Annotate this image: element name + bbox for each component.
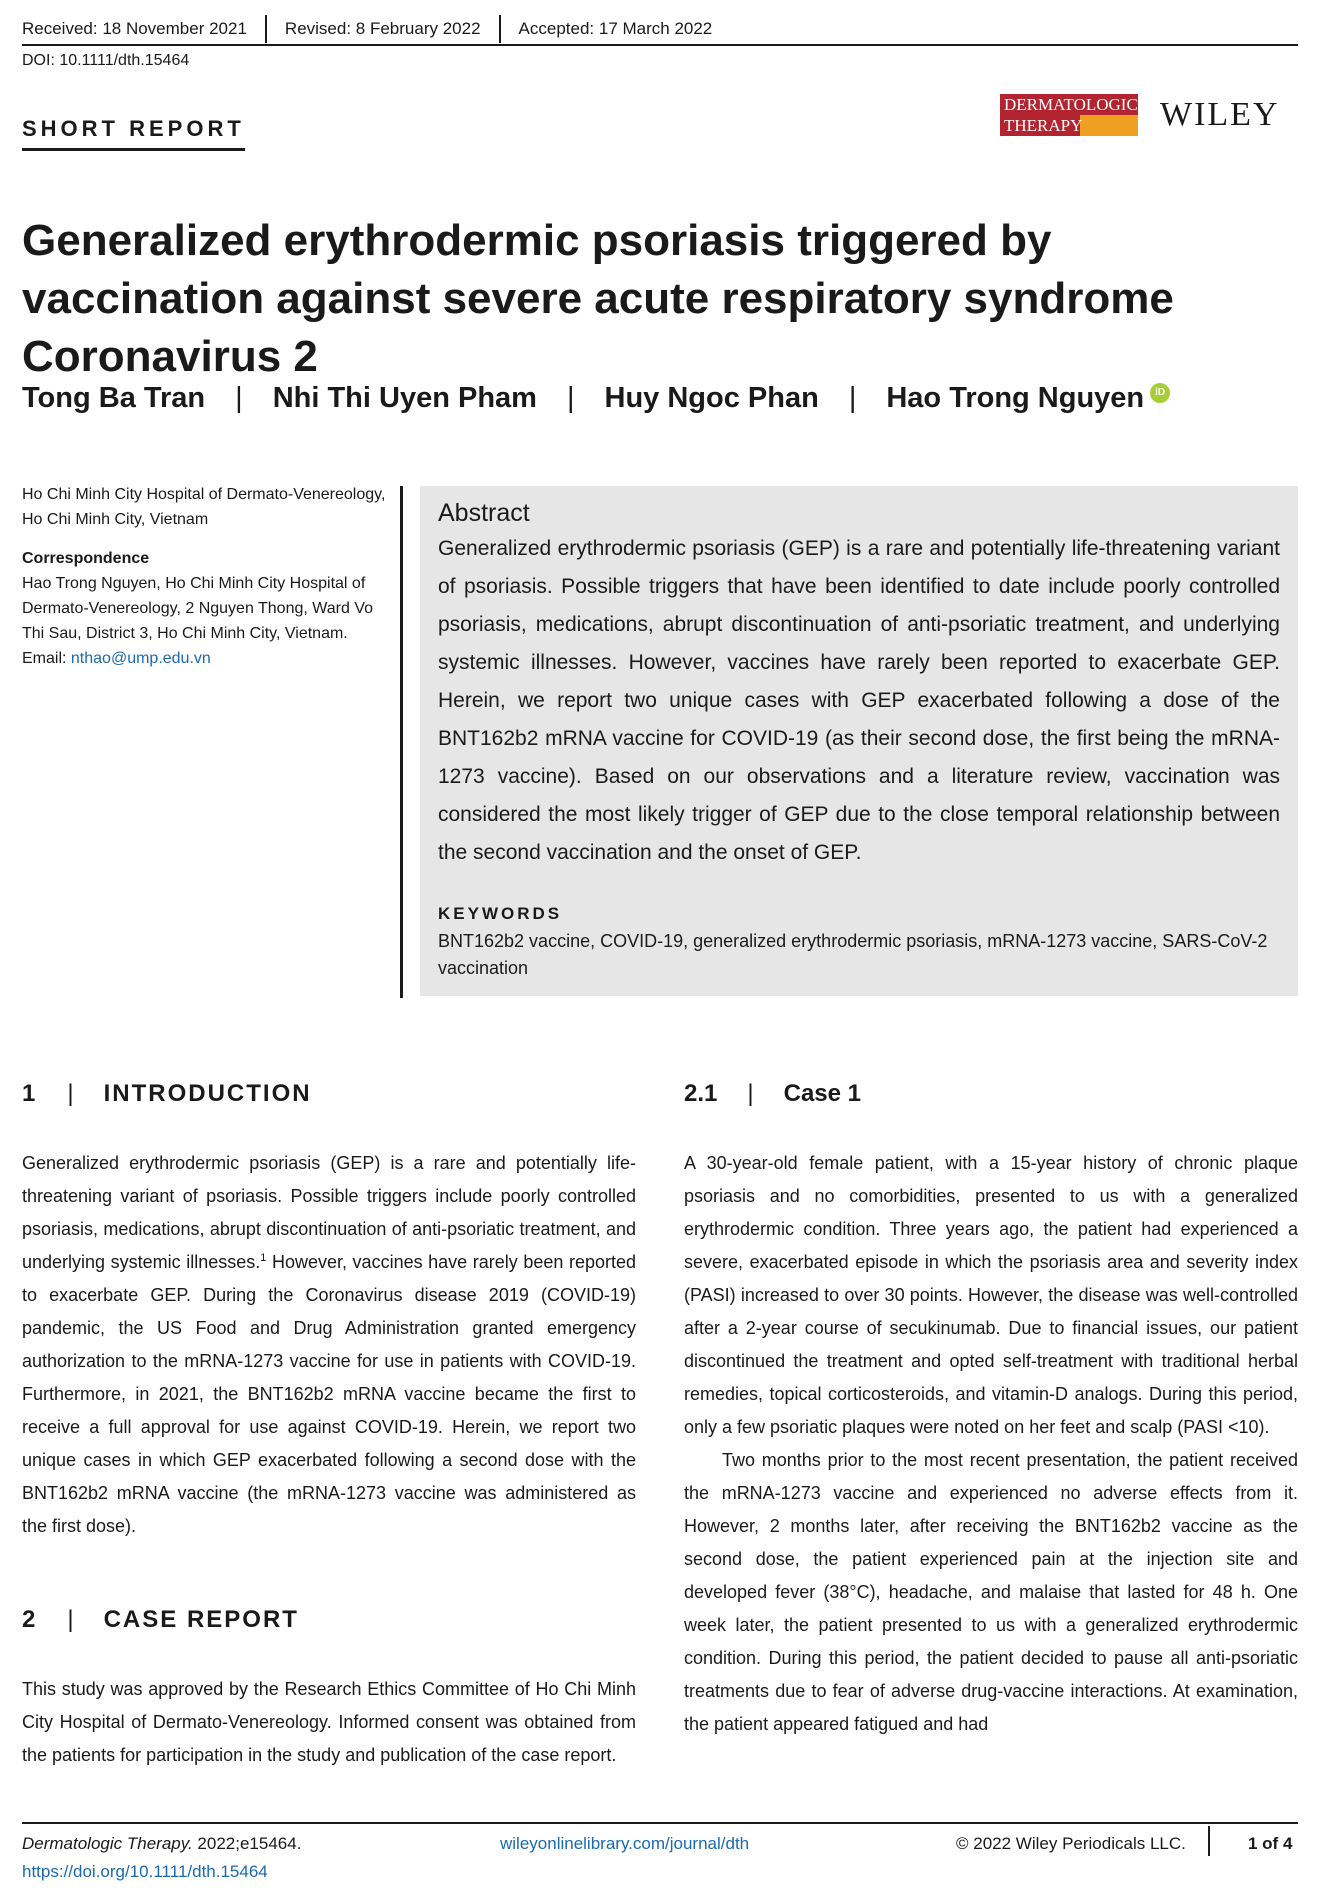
email-label: Email: xyxy=(22,650,71,667)
subsection-title: Case 1 xyxy=(783,1080,861,1107)
intro-text-b: However, vaccines have rarely been reported to exacerbate GEP. During the Coronavirus disease 2019 (COVID-19) pandemic, the US Food and Drug Administration granted emergency authorization to the mRNA-1273 vaccine for use in patients with COVID-19. Furthermore, in 2021, the BNT162b2 mRNA vaccine became the first to receive a full approval for use against COVID-19. Herein, we report two unique cases in which GEP exacerbated following a second dose with the BNT162b2 mRNA vaccine (the mRNA-1273 vaccine was administered as the first dose). xyxy=(22,1252,637,1536)
author-name[interactable]: Hao Trong Nguyen xyxy=(886,382,1145,414)
accepted-date: Accepted: 17 March 2022 xyxy=(518,19,713,38)
footer-citation-number: 2022;e15464. xyxy=(192,1834,302,1853)
publisher-logo: WILEY xyxy=(1160,96,1280,133)
abstract-box xyxy=(420,486,1298,996)
article-type: SHORT REPORT xyxy=(22,116,245,151)
article-doi: DOI: 10.1111/dth.15464 xyxy=(22,52,190,69)
page-number: 1 of 4 xyxy=(1248,1834,1293,1853)
intro-text-a: Generalized erythrodermic psoriasis (GEP) is a rare and potentially life-threatening variant of psoriasis. Possible triggers include poorly controlled psoriasis, medications, abrupt discontinuation of anti-psoriatic treatment, and underlying systemic illnesses. xyxy=(22,1153,636,1272)
footer-rule xyxy=(22,1822,1298,1824)
footer-copyright: © 2022 Wiley Periodicals LLC. xyxy=(956,1834,1186,1853)
heading-bar: | xyxy=(67,1606,74,1633)
section-heading-case-report xyxy=(22,1606,299,1634)
subsection-number: 2.1 xyxy=(684,1080,718,1107)
footer-journal-url[interactable]: wileyonlinelibrary.com/journal/dth xyxy=(500,1834,750,1853)
affiliation: Ho Chi Minh City Hospital of Dermato-Venereology, Ho Chi Minh City, Vietnam xyxy=(22,486,386,528)
case-report-text xyxy=(22,1673,636,1772)
heading-bar: | xyxy=(747,1080,754,1107)
reference-link[interactable]: 1 xyxy=(260,1252,267,1264)
author-separator: | xyxy=(566,382,575,414)
author-name[interactable]: Nhi Thi Uyen Pham xyxy=(272,382,537,414)
introduction-text xyxy=(22,1147,636,1543)
case1-text xyxy=(684,1147,1298,1741)
orcid-icon[interactable]: iD xyxy=(1150,383,1170,403)
footer-journal-name: Dermatologic Therapy. xyxy=(22,1834,193,1853)
author-separator: | xyxy=(848,382,857,414)
section-title: INTRODUCTION xyxy=(103,1080,312,1107)
journal-logo-line2: THERAPY xyxy=(1000,115,1138,136)
keywords-heading: KEYWORDS xyxy=(438,904,563,923)
section-heading-introduction xyxy=(22,1080,312,1108)
section-number: 2 xyxy=(22,1606,38,1633)
received-date: Received: 18 November 2021 xyxy=(22,15,267,43)
correspondence-heading: Correspondence xyxy=(22,550,150,567)
email-link[interactable]: nthao@ump.edu.vn xyxy=(70,650,211,667)
footer-divider xyxy=(1208,1826,1210,1856)
footer-doi-link[interactable]: https://doi.org/10.1111/dth.15464 xyxy=(22,1862,268,1881)
abstract-text: Generalized erythrodermic psoriasis (GEP) is a rare and potentially life-threatening variant of psoriasis. Possible triggers that have been identified to date include poorly controlled psoriasis, medications, abrupt discontinuation of anti-psoriatic treatment, and underlying systemic illnesses. However, vaccines have rarely been reported to exacerbate GEP. Herein, we report two unique cases with GEP exacerbated following a dose of the BNT162b2 mRNA vaccine for COVID-19 (as their second dose, the first being the mRNA-1273 vaccine). Based on our observations and a literature review, vaccination was considered the most likely trigger of GEP due to the close temporal relationship between the second vaccination and the onset of GEP. xyxy=(438,537,1280,864)
correspondence-text: Hao Trong Nguyen, Ho Chi Minh City Hospital of Dermato-Venereology, 2 Nguyen Thong, Ward Vo Thi Sau, District 3, Ho Chi Minh City, Vietnam. xyxy=(22,575,374,642)
section-title: CASE REPORT xyxy=(103,1606,299,1633)
case1-paragraph-1: A 30-year-old female patient, with a 15-year history of chronic plaque psoriasis and no comorbidities, presented to us with a generalized erythrodermic condition. Three years ago, the patient had experienced a severe, exacerbated episode in which the psoriasis area and severity index (PASI) increased to over 30 points. However, the disease was well-controlled after a 2-year course of secukinumab. Due to financial issues, our patient discontinued the treatment and opted self-treatment with traditional herbal remedies, topical corticosteroids, and vitamin-D analogs. During this period, only a few psoriatic plaques were noted on her feet and scalp (PASI <10). xyxy=(684,1153,1298,1437)
author-list xyxy=(22,382,1170,415)
author-name[interactable]: Tong Ba Tran xyxy=(22,382,206,414)
case1-paragraph-2: Two months prior to the most recent presentation, the patient received the mRNA-1273 vaccine and experienced no adverse effects from it. However, 2 months later, after receiving the BNT162b2 vaccine as the second dose, the patient experienced pain at the injection site and developed fever (38°C), headache, and malaise that lasted for 48 h. One week later, the patient presented to us with a generalized erythrodermic condition. During this period, the patient decided to pause all anti-psoriatic treatments due to fear of adverse drug-vaccine interactions. At examination, the patient appeared fatigued and had xyxy=(684,1450,1298,1734)
case-report-paragraph: This study was approved by the Research Ethics Committee of Ho Chi Minh City Hospital of Dermato-Venereology. Informed consent was obtained from the patients for participation in the study and publication of the case report. xyxy=(22,1679,636,1765)
revised-date: Revised: 8 February 2022 xyxy=(267,15,501,43)
footer-citation xyxy=(22,1834,301,1854)
author-name[interactable]: Huy Ngoc Phan xyxy=(604,382,819,414)
article-history xyxy=(22,14,1298,46)
affiliation-block xyxy=(22,482,394,671)
journal-logo-line1: DERMATOLOGIC xyxy=(1000,94,1138,115)
column-divider xyxy=(400,486,403,998)
subsection-heading-case1 xyxy=(684,1080,861,1108)
correspondence-email-row xyxy=(22,646,394,671)
journal-logo xyxy=(1000,94,1138,136)
article-title: Generalized erythrodermic psoriasis triggered by vaccination against severe acute respiratory syndrome Coronavirus 2 xyxy=(22,216,1174,381)
abstract-heading: Abstract xyxy=(438,499,530,527)
keywords: BNT162b2 vaccine, COVID-19, generalized erythrodermic psoriasis, mRNA-1273 vaccine, SARS-CoV-2 vaccination xyxy=(438,931,1268,978)
heading-bar: | xyxy=(67,1080,74,1107)
section-number: 1 xyxy=(22,1080,38,1107)
author-separator: | xyxy=(235,382,243,414)
